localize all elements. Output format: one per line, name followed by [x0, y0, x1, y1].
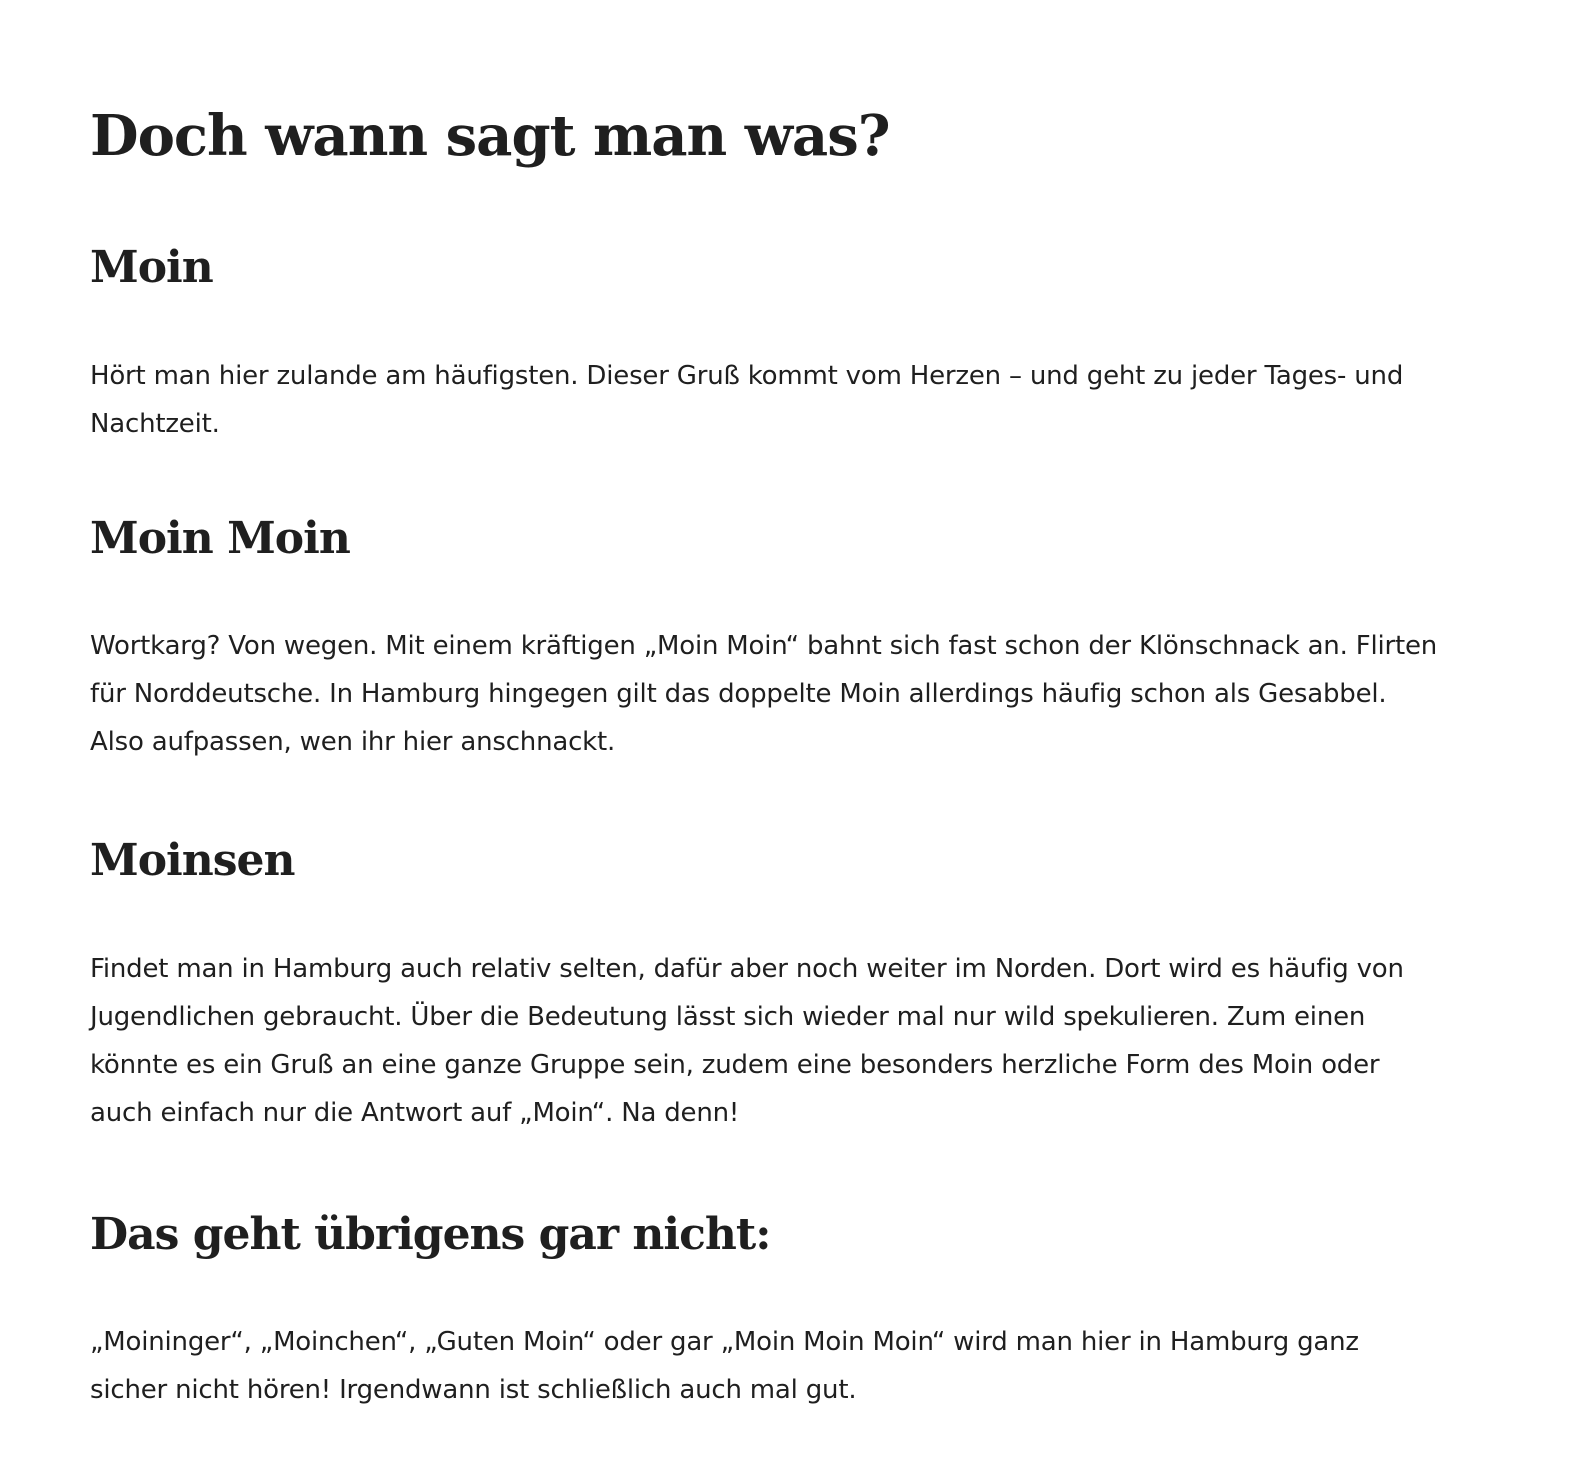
- section-heading-moinsen: Moinsen: [90, 835, 295, 886]
- page-title: Doch wann sagt man was?: [90, 103, 890, 169]
- section-heading-no-go: Das geht übrigens gar nicht:: [90, 1209, 771, 1260]
- section-heading-moin: Moin: [90, 242, 213, 293]
- section-text-moin: Hört man hier zulande am häufigsten. Dieser Gruß kommt vom Herzen – und geht zu jeder Tages- und Nachtzeit.: [90, 361, 1404, 439]
- section-text-no-go: „Moininger“, „Moinchen“, „Guten Moin“ oder gar „Moin Moin Moin“ wird man hier in Hamburg ganz sicher nicht hören! Irgendwann ist schließlich auch mal gut.: [90, 1327, 1359, 1405]
- section-heading-moin-moin: Moin Moin: [90, 513, 350, 564]
- section-text-moinsen: Findet man in Hamburg auch relativ selten, dafür aber noch weiter im Norden. Dort wird es häufig von Jugendlichen gebraucht. Über die Bedeutung lässt sich wieder mal nur wild spekulieren. Zum einen könnte es ein Gruß an eine ganze Gruppe sein, zudem eine besonders herzliche Form des Moin oder auch einfach nur die Antwort auf „Moin“. Na denn!: [90, 954, 1404, 1128]
- section-text-moin-moin: Wortkarg? Von wegen. Mit einem kräftigen „Moin Moin“ bahnt sich fast schon der Klönschnack an. Flirten für Norddeutsche. In Hamburg hingegen gilt das doppelte Moin allerdings häufig schon als Gesabbel. Also aufpassen, wen ihr hier anschnackt.: [90, 631, 1438, 757]
